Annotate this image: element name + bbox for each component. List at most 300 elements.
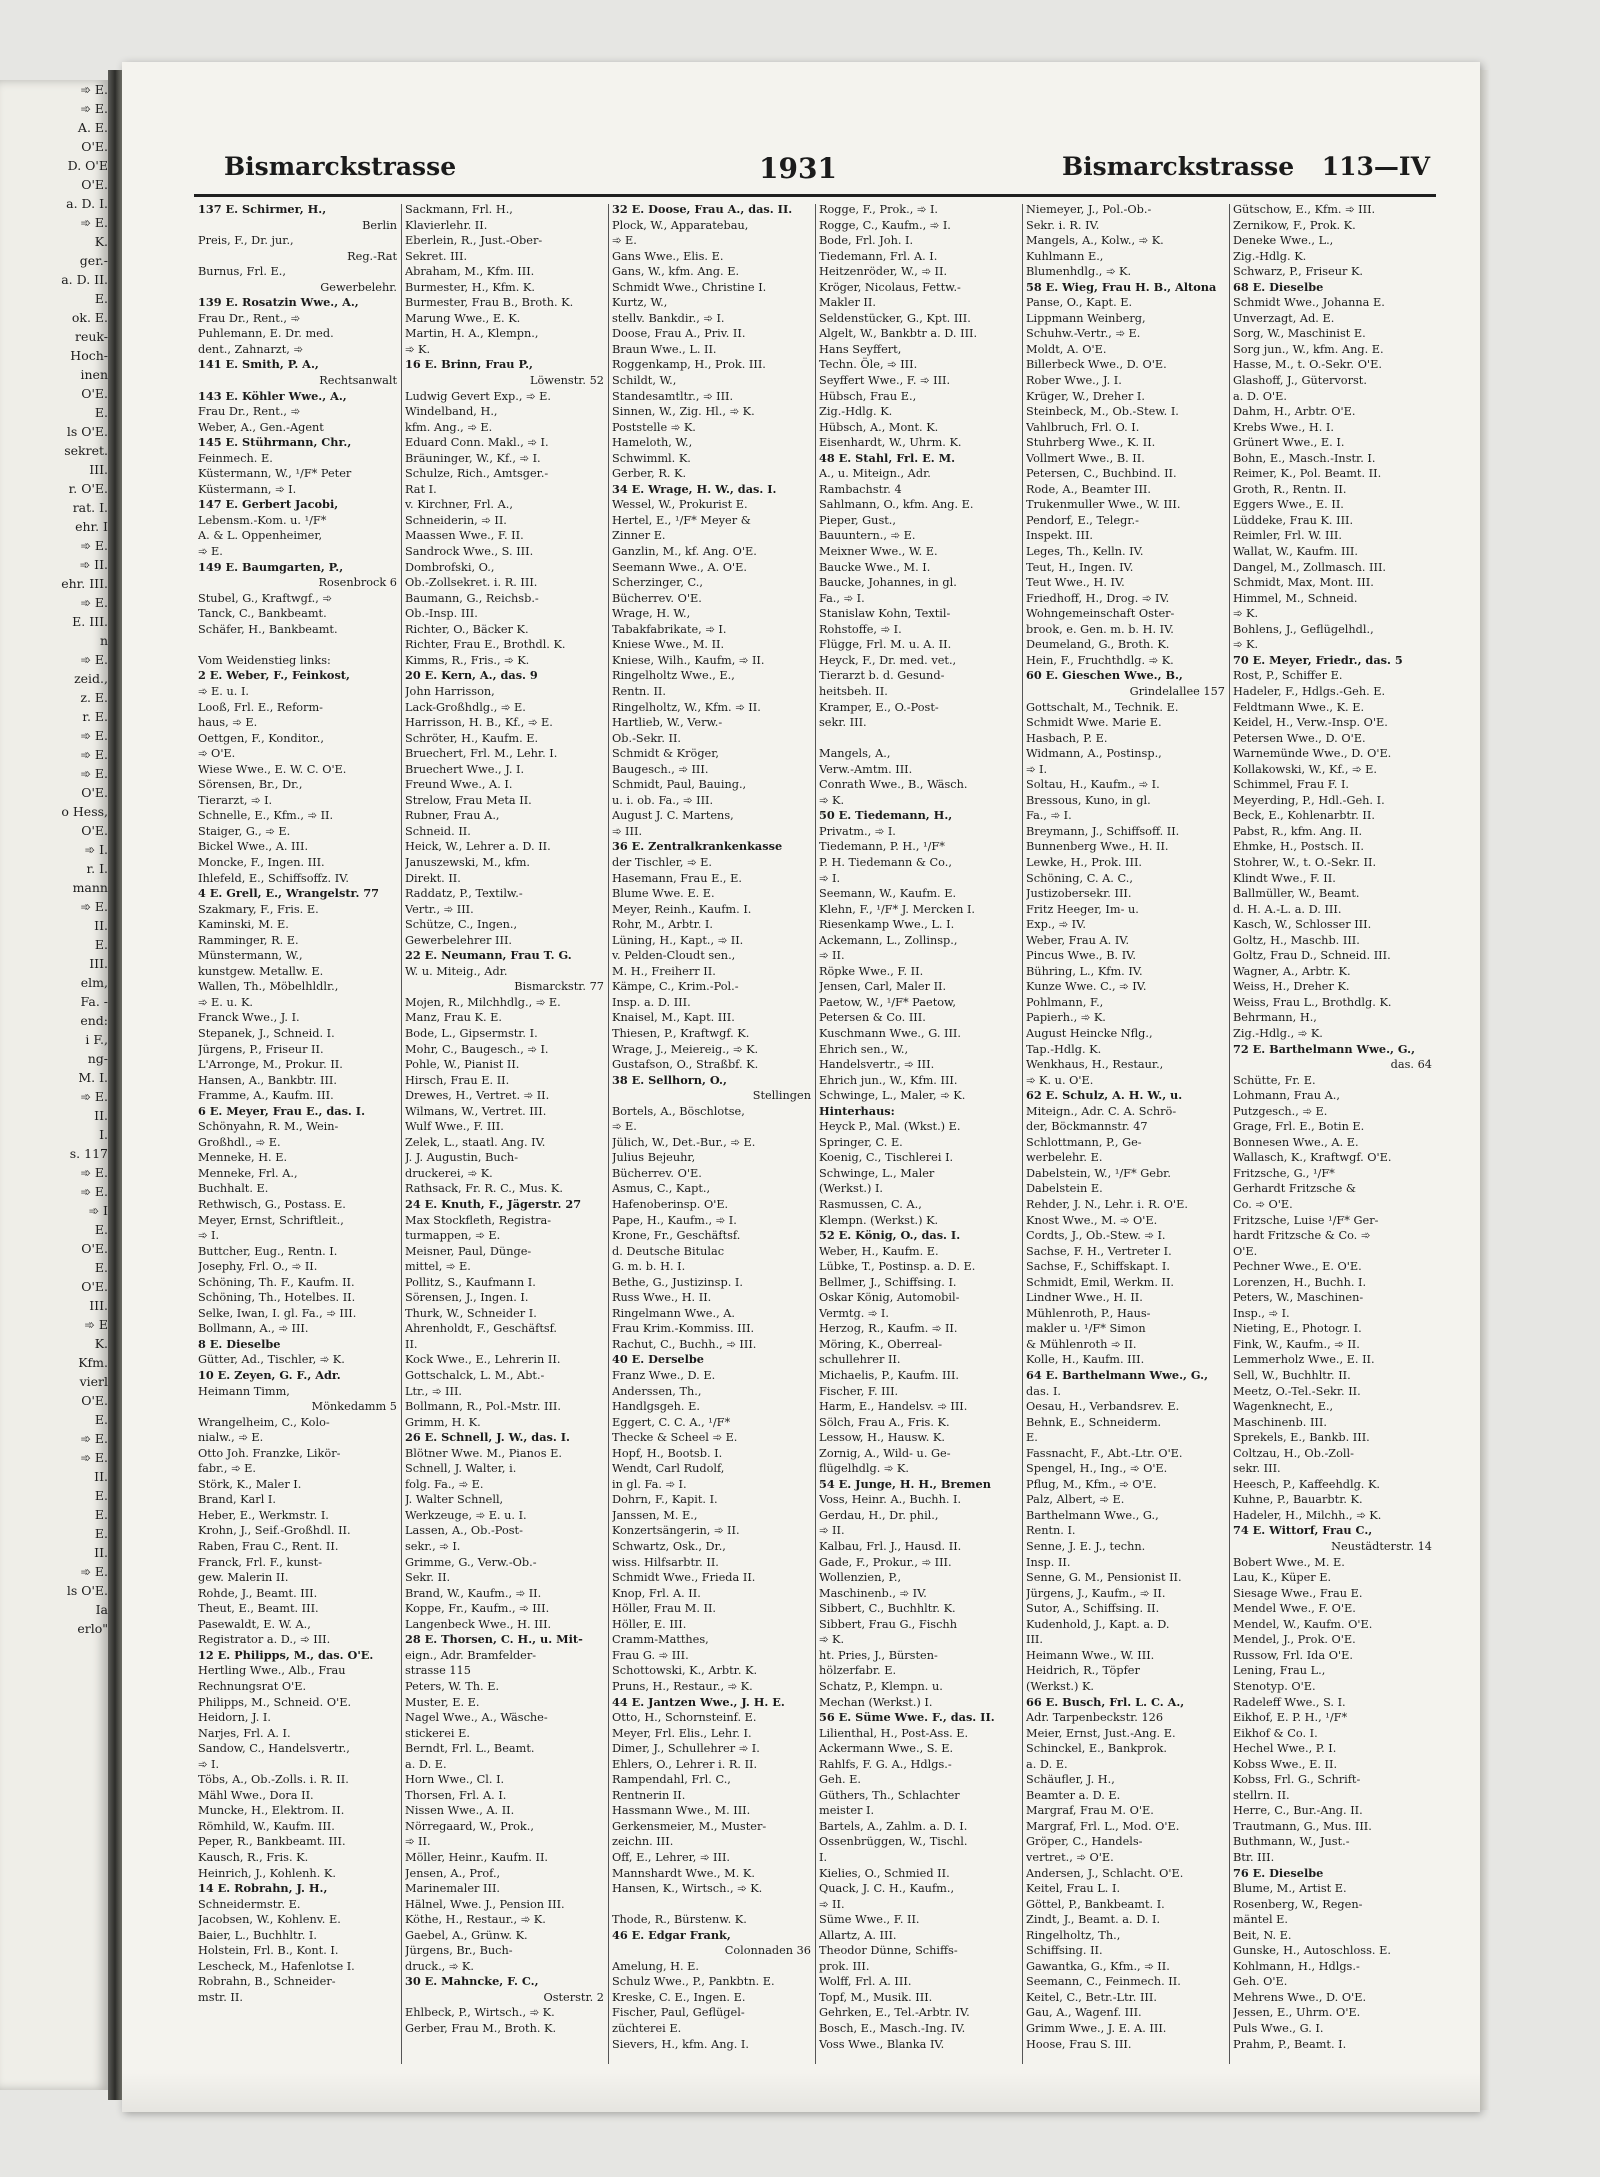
directory-entry-line: Hirsch, Frau E. II. bbox=[405, 1073, 510, 1087]
prev-page-fragment: ➾ E. bbox=[80, 747, 108, 762]
directory-entry-line: Sorg, W., Maschinist E. bbox=[1233, 327, 1366, 341]
directory-entry-line: Schwinge, L., Maler bbox=[819, 1166, 935, 1180]
directory-entry-line: Knost Wwe., M. ➾ O'E. bbox=[1026, 1213, 1158, 1227]
directory-entry-line: Süme Wwe., F. II. bbox=[819, 1913, 920, 1927]
directory-entry-line: Pasewaldt, E. W. A., bbox=[198, 1617, 311, 1631]
directory-entry-line: Manz, Frau K. E. bbox=[405, 1011, 503, 1025]
directory-entry-line: Bonnesen Wwe., A. E. bbox=[1233, 1135, 1359, 1149]
directory-entry-line: Jürgens, J., Kaufm., ➾ II. bbox=[1026, 1586, 1166, 1600]
directory-entry-line: I. bbox=[819, 1850, 828, 1864]
directory-entry-line: Langenbeck Wwe., H. III. bbox=[405, 1617, 552, 1631]
directory-entry-line: Spengel, H., Ing., ➾ O'E. bbox=[1026, 1462, 1168, 1476]
directory-entry-line: Wrage, H. W., bbox=[612, 607, 691, 621]
directory-entry-line: Hameloth, W., bbox=[612, 436, 693, 450]
directory-entry-line: Dahm, H., Arbtr. O'E. bbox=[1233, 405, 1356, 419]
directory-entry-line: Blumenhdlg., ➾ K. bbox=[1026, 265, 1132, 279]
directory-entry-line: Poststelle ➾ K. bbox=[612, 420, 696, 434]
prev-page-fragment: E. bbox=[94, 1488, 108, 1503]
prev-page-fragment: n bbox=[99, 633, 108, 648]
directory-entry-line: Lemmerholz Wwe., E. II. bbox=[1233, 1353, 1375, 1367]
directory-page bbox=[122, 62, 1480, 2112]
directory-entry-line: Direkt. II. bbox=[405, 871, 461, 885]
directory-column bbox=[405, 202, 604, 2062]
prev-page-fragment: ➾ E. bbox=[80, 1089, 108, 1104]
directory-entry-line: druck., ➾ K. bbox=[405, 1959, 474, 1973]
prev-page-fragment: ➾ E. bbox=[80, 1184, 108, 1199]
directory-entry-line: Vertr., ➾ III. bbox=[405, 902, 474, 916]
directory-entry-line: Ballmüller, W., Beamt. bbox=[1233, 887, 1360, 901]
directory-entry-line: Lindner Wwe., H. II. bbox=[1026, 1291, 1143, 1305]
directory-entry-line: Hechel Wwe., P. I. bbox=[1233, 1742, 1337, 1756]
directory-entry-line: Zig.-Hdlg. K. bbox=[1233, 249, 1307, 263]
directory-entry-line: nialw., ➾ E. bbox=[198, 1431, 264, 1445]
directory-entry-line: Grimm Wwe., J. E. A. III. bbox=[1026, 2021, 1167, 2035]
directory-entry-line: 60 E. Gieschen Wwe., B., bbox=[1026, 668, 1183, 683]
directory-entry-line: Mojen, R., Milchhdlg., ➾ E. bbox=[405, 995, 561, 1009]
directory-entry-line: Eberlein, R., Just.-Ober- bbox=[405, 234, 543, 248]
directory-entry-line: v. Pelden-Cloudt sen., bbox=[612, 949, 736, 963]
directory-entry-line: ➾ K. bbox=[819, 1633, 845, 1647]
directory-entry-line: kunstgew. Metallw. E. bbox=[198, 964, 324, 978]
directory-entry-line: Knop, Frl. A. II. bbox=[612, 1586, 701, 1600]
directory-entry-line: Justizobersekr. III. bbox=[1026, 887, 1132, 901]
prev-page-fragment: ng- bbox=[87, 1051, 108, 1066]
directory-entry-line: Thecke & Scheel ➾ E. bbox=[612, 1431, 738, 1445]
directory-entry-line: Schneiderin, ➾ II. bbox=[405, 513, 507, 527]
directory-entry-line: Gottschalt, M., Technik. E. bbox=[1026, 700, 1179, 714]
directory-entry-line: Zernikow, F., Prok. K. bbox=[1233, 218, 1356, 232]
directory-entry-line: Höller, E. III. bbox=[612, 1617, 687, 1631]
directory-entry-line: stickerei E. bbox=[405, 1726, 470, 1740]
directory-entry-line: Meyer, Reinh., Kaufm. I. bbox=[612, 902, 752, 916]
directory-entry-line: Meyer, Frl. Elis., Lehr. I. bbox=[612, 1726, 752, 1740]
directory-entry-line: Schwartz, Osk., Dr., bbox=[612, 1540, 726, 1554]
directory-entry-line: J. Walter Schnell, bbox=[405, 1493, 504, 1507]
directory-entry-line: makler u. ¹/F* Simon bbox=[1026, 1322, 1146, 1336]
directory-entry-line: Eduard Conn. Makl., ➾ I. bbox=[405, 436, 549, 450]
prev-page-fragment: reuk- bbox=[74, 329, 108, 344]
directory-entry-line: 28 E. Thorsen, C. H., u. Mit- bbox=[405, 1632, 583, 1647]
directory-entry-line: Stellingen bbox=[752, 1089, 811, 1103]
directory-entry-line: Wendt, Carl Rudolf, bbox=[612, 1462, 725, 1476]
directory-entry-line: Theodor Dünne, Schiffs- bbox=[819, 1944, 958, 1958]
prev-page-fragment: M. I. bbox=[78, 1070, 108, 1085]
directory-entry-line: John Harrisson, bbox=[405, 684, 495, 698]
directory-entry-line: Richter, Frau E., Brothdl. K. bbox=[405, 638, 566, 652]
directory-entry-line: Miteign., Adr. C. A. Schrö- bbox=[1026, 1104, 1177, 1118]
directory-entry-line: Rentn. II. bbox=[612, 684, 666, 698]
prev-page-fragment: ➾ E. bbox=[80, 82, 108, 97]
directory-entry-line: Wallasch, K., Kraftwgf. O'E. bbox=[1233, 1151, 1392, 1165]
directory-entry-line: Göttel, P., Bankbeamt. I. bbox=[1026, 1897, 1165, 1911]
directory-entry-line: Springer, C. E. bbox=[819, 1135, 903, 1149]
directory-entry-line: Ltr., ➾ III. bbox=[405, 1384, 463, 1398]
directory-entry-line: August J. C. Martens, bbox=[612, 809, 734, 823]
directory-entry-line: Dohrn, F., Kapit. I. bbox=[612, 1493, 718, 1507]
directory-entry-line: 10 E. Zeyen, G. F., Adr. bbox=[198, 1368, 341, 1383]
directory-entry-line: Mendel, J., Prok. O'E. bbox=[1233, 1633, 1356, 1647]
directory-entry-line: Dombrofski, O., bbox=[405, 560, 495, 574]
directory-entry-line: Grimm, H. K. bbox=[405, 1415, 481, 1429]
directory-entry-line: Pincus Wwe., B. IV. bbox=[1026, 949, 1136, 963]
directory-entry-line bbox=[612, 1897, 811, 1913]
column-rule bbox=[1229, 204, 1230, 2064]
directory-entry-line: Niemeyer, J., Pol.-Ob.- bbox=[1026, 203, 1152, 216]
directory-entry-line: Weber, A., Gen.-Agent bbox=[198, 420, 324, 434]
prev-page-fragment: O'E. bbox=[81, 1393, 108, 1408]
directory-entry-line: Unverzagt, Ad. E. bbox=[1233, 311, 1335, 325]
directory-entry-line: sekr. III. bbox=[819, 716, 867, 730]
directory-entry-line: Mönkedamm 5 bbox=[311, 1400, 397, 1414]
directory-entry-line: Tabakfabrikate, ➾ I. bbox=[612, 622, 727, 636]
prev-page-fragment: ger.- bbox=[79, 253, 108, 268]
directory-entry-line: Thurk, W., Schneider I. bbox=[405, 1306, 537, 1320]
directory-entry-line: Seemann, W., Kaufm. E. bbox=[819, 887, 957, 901]
directory-entry-line: Ossenbrüggen, W., Tischl. bbox=[819, 1835, 968, 1849]
directory-entry-line: Meetz, O.-Tel.-Sekr. II. bbox=[1233, 1384, 1361, 1398]
prev-page-fragment: E. III. bbox=[72, 614, 108, 629]
directory-entry-line: Friedhoff, H., Drog. ➾ IV. bbox=[1026, 591, 1170, 605]
directory-entry-line: Maschinenb. III. bbox=[1233, 1415, 1327, 1429]
directory-entry-line: Kobss Wwe., E. II. bbox=[1233, 1757, 1338, 1771]
directory-entry-line: 147 E. Gerbert Jacobi, bbox=[198, 497, 339, 512]
directory-entry-line: Schmidt, Max, Mont. III. bbox=[1233, 576, 1374, 590]
directory-entry-line: Mechan (Werkst.) I. bbox=[819, 1695, 933, 1709]
directory-entry-line: Staiger, G., ➾ E. bbox=[198, 824, 291, 838]
directory-entry-line: ➾ II. bbox=[405, 1835, 431, 1849]
directory-entry-line: Goltz, H., Maschb. III. bbox=[1233, 933, 1360, 947]
prev-page-fragment: E. bbox=[94, 291, 108, 306]
directory-entry-line: Bruechert, Frl. M., Lehr. I. bbox=[405, 747, 558, 761]
directory-entry-line: Bode, Frl. Joh. I. bbox=[819, 234, 914, 248]
directory-entry-line: vertret., ➾ O'E. bbox=[1026, 1850, 1114, 1864]
directory-entry-line: Amelung, H. E. bbox=[612, 1959, 700, 1973]
directory-entry-line: Techn. Öle, ➾ III. bbox=[819, 358, 918, 372]
directory-entry-line: August Heincke Nflg., bbox=[1026, 1026, 1153, 1040]
directory-entry-line: Gade, F., Prokur., ➾ III. bbox=[819, 1555, 952, 1569]
directory-entry-line: & Mühlenroth ➾ II. bbox=[1026, 1337, 1137, 1351]
directory-entry-line: 20 E. Kern, A., das. 9 bbox=[405, 668, 538, 683]
directory-entry-line: Roggenkamp, H., Prok. III. bbox=[612, 358, 766, 372]
directory-entry-line: Sutor, A., Schiffsing. II. bbox=[1026, 1602, 1160, 1616]
prev-page-fragment: rat. I. bbox=[72, 500, 108, 515]
prev-page-fragment: elm, bbox=[80, 975, 108, 990]
directory-entry-line: Eisenhardt, W., Uhrm. K. bbox=[819, 436, 962, 450]
directory-entry-line: Deneke Wwe., L., bbox=[1233, 234, 1334, 248]
directory-entry-line: Wohngemeinschaft Oster- bbox=[1026, 607, 1175, 621]
directory-entry-line: Quack, J. C. H., Kaufm., bbox=[819, 1882, 955, 1896]
directory-entry-line: ➾ E. bbox=[198, 545, 223, 559]
directory-entry-line: Sekr. II. bbox=[405, 1571, 451, 1585]
directory-entry-line: Off, E., Lehrer, ➾ III. bbox=[612, 1850, 731, 1864]
directory-entry-line: Kuhlmann E., bbox=[1026, 249, 1104, 263]
directory-entry-line: Barthelmann Wwe., G., bbox=[1026, 1508, 1159, 1522]
directory-entry-line: Thorsen, Frl. A. I. bbox=[405, 1788, 507, 1802]
directory-entry-line: ht. Pries, J., Bürsten- bbox=[819, 1648, 938, 1662]
directory-entry-line: Schmidt, Emil, Werkm. II. bbox=[1026, 1275, 1175, 1289]
directory-entry-line: Koenig, C., Tischlerei I. bbox=[819, 1151, 954, 1165]
directory-entry-line: Rogge, F., Prok., ➾ I. bbox=[819, 203, 939, 216]
directory-entry-line: Fritzsche, Luise ¹/F* Ger- bbox=[1233, 1213, 1379, 1227]
directory-entry-line: 12 E. Philipps, M., das. O'E. bbox=[198, 1647, 374, 1662]
prev-page-fragment: II. bbox=[94, 1545, 108, 1560]
directory-entry-line: Heitzenröder, W., ➾ II. bbox=[819, 265, 948, 279]
directory-entry-line: 141 E. Smith, P. A., bbox=[198, 357, 319, 372]
directory-entry-line: Stanislaw Kohn, Textil- bbox=[819, 607, 951, 621]
directory-entry-line: Behnk, E., Schneiderm. bbox=[1026, 1415, 1162, 1429]
directory-entry-line: Kolle, H., Kaufm. III. bbox=[1026, 1353, 1145, 1367]
previous-page-edge bbox=[0, 80, 108, 2090]
directory-entry-line: 139 E. Rosatzin Wwe., A., bbox=[198, 295, 359, 310]
directory-entry-line: Breymann, J., Schiffsoff. II. bbox=[1026, 824, 1180, 838]
directory-entry-line: Schöning, C. A. C., bbox=[1026, 871, 1133, 885]
directory-entry-line: Kuschmann Wwe., G. III. bbox=[819, 1026, 961, 1040]
prev-page-fragment: O'E. bbox=[81, 823, 108, 838]
directory-entry-line: Weiss, H., Dreher K. bbox=[1233, 980, 1350, 994]
directory-entry-line: stellrn. II. bbox=[1233, 1788, 1290, 1802]
directory-entry-line: Widmann, A., Postinsp., bbox=[1026, 747, 1162, 761]
directory-entry-line: L'Arronge, M., Prokur. II. bbox=[198, 1058, 343, 1072]
directory-entry-line: Keidel, H., Verw.-Insp. O'E. bbox=[1233, 716, 1388, 730]
directory-entry-line: Oskar König, Automobil- bbox=[819, 1291, 960, 1305]
directory-entry-line: Kniese, Wilh., Kaufm, ➾ II. bbox=[612, 653, 765, 667]
directory-entry-line: Wrangelheim, C., Kolo- bbox=[198, 1415, 330, 1429]
prev-page-fragment: Kfm. bbox=[78, 1355, 108, 1370]
directory-entry-line: Maassen Wwe., F. II. bbox=[405, 529, 524, 543]
directory-entry-line: Lessow, H., Hausw. K. bbox=[819, 1431, 945, 1445]
directory-entry-line: gew. Malerin II. bbox=[198, 1571, 289, 1585]
directory-entry-line: Schwimml. K. bbox=[612, 451, 691, 465]
directory-entry-line: Privatm., ➾ I. bbox=[819, 824, 896, 838]
directory-entry-line: Wrage, J., Meiereig., ➾ K. bbox=[612, 1042, 759, 1056]
directory-entry-line: Blume, M., Artist E. bbox=[1233, 1882, 1347, 1896]
directory-entry-line: sekr., ➾ I. bbox=[405, 1540, 461, 1554]
directory-entry-line: Puls Wwe., G. I. bbox=[1233, 2021, 1324, 2035]
page-right-edge bbox=[1480, 70, 1490, 2110]
directory-entry-line: 68 E. Dieselbe bbox=[1233, 279, 1324, 294]
directory-entry-line: heitsbeh. II. bbox=[819, 684, 888, 698]
prev-page-fragment: i F., bbox=[85, 1032, 108, 1047]
directory-entry-line: Russ Wwe., H. II. bbox=[612, 1291, 712, 1305]
directory-entry-line: Colonnaden 36 bbox=[724, 1944, 811, 1958]
directory-entry-line: Rethwisch, G., Postass. E. bbox=[198, 1198, 346, 1211]
directory-entry-line: Schneid. II. bbox=[405, 824, 471, 838]
directory-column bbox=[198, 202, 397, 2062]
directory-entry-line: Dangel, M., Zollmasch. III. bbox=[1233, 560, 1387, 574]
directory-entry-line: Kudenhold, J., Kapt. a. D. bbox=[1026, 1617, 1170, 1631]
directory-entry-line: Kausch, R., Fris. K. bbox=[198, 1850, 309, 1864]
directory-entry-line: Störk, K., Maler I. bbox=[198, 1477, 302, 1491]
directory-entry-line: Cordts, J., Ob.-Stew. ➾ I. bbox=[1026, 1229, 1166, 1243]
directory-entry-line: Frau Dr., Rent., ➾ bbox=[198, 311, 301, 325]
directory-entry-line: Marinemaler III. bbox=[405, 1882, 500, 1896]
prev-page-fragment: a. D. II. bbox=[61, 272, 108, 287]
directory-entry-line: O'E. bbox=[1233, 1244, 1258, 1258]
directory-entry-line: Oettgen, F., Konditor., bbox=[198, 731, 324, 745]
directory-entry-line: Jülich, W., Det.-Bur., ➾ E. bbox=[612, 1135, 756, 1149]
directory-entry-line: Großhdl., ➾ E. bbox=[198, 1135, 281, 1149]
directory-entry-line: Goltz, Frau D., Schneid. III. bbox=[1233, 949, 1391, 963]
directory-entry-line: Buttcher, Eug., Rentn. I. bbox=[198, 1244, 338, 1258]
directory-entry-line: der, Böckmannstr. 47 bbox=[1026, 1120, 1148, 1134]
directory-entry-line: Lening, Frau L., bbox=[1233, 1664, 1326, 1678]
directory-entry-line: Schlottmann, P., Ge- bbox=[1026, 1135, 1142, 1149]
directory-entry-line: 58 E. Wieg, Frau H. B., Altona bbox=[1026, 279, 1217, 294]
directory-entry-line: Hertel, E., ¹/F* Meyer & bbox=[612, 513, 751, 527]
directory-entry-line: Mendel, W., Kaufm. O'E. bbox=[1233, 1617, 1373, 1631]
directory-entry-line: Gunske, H., Autoschloss. E. bbox=[1233, 1944, 1391, 1958]
directory-entry-line: Rohstoffe, ➾ I. bbox=[819, 622, 902, 636]
directory-entry-line: das. I. bbox=[1026, 1384, 1061, 1398]
directory-entry-line: Ehlbeck, P., Wirtsch., ➾ K. bbox=[405, 2006, 555, 2020]
directory-entry-line: Warnemünde Wwe., D. O'E. bbox=[1233, 747, 1392, 761]
directory-entry-line: Fa., ➾ I. bbox=[819, 591, 865, 605]
directory-entry-line: Thode, R., Bürstenw. K. bbox=[612, 1913, 747, 1927]
directory-entry-line: Sell, W., Buchhltr. II. bbox=[1233, 1369, 1351, 1383]
directory-entry-line: Neustädterstr. 14 bbox=[1331, 1540, 1432, 1554]
directory-column bbox=[819, 202, 1018, 2062]
directory-entry-line: Reimler, Frl. W. III. bbox=[1233, 529, 1342, 543]
directory-entry-line: Tiedemann, P. H., ¹/F* bbox=[819, 840, 945, 854]
directory-entry-line: Grage, Frl. E., Botin E. bbox=[1233, 1120, 1365, 1134]
directory-entry-line: Fassnacht, F., Abt.-Ltr. O'E. bbox=[1026, 1446, 1183, 1460]
directory-entry-line: mstr. II. bbox=[198, 1990, 243, 2004]
directory-entry-line: Julius Bejeuhr, bbox=[612, 1151, 696, 1165]
directory-entry-line: Brand, Karl I. bbox=[198, 1493, 276, 1507]
prev-page-fragment: O'E. bbox=[81, 386, 108, 401]
directory-entry-line: brook, e. Gen. m. b. H. IV. bbox=[1026, 622, 1174, 636]
directory-entry-line: Sandow, C., Handelsvertr., bbox=[198, 1742, 350, 1756]
directory-entry-line: Hinterhaus: bbox=[819, 1103, 895, 1118]
directory-entry-line: Algelt, W., Bankbtr a. D. III. bbox=[819, 327, 978, 341]
directory-entry-line: Mangels, A., bbox=[819, 747, 891, 761]
directory-entry-line: Rentn. I. bbox=[1026, 1524, 1076, 1538]
directory-entry-line: Ackermann Wwe., S. E. bbox=[819, 1742, 954, 1756]
directory-entry-line: Paetow, W., ¹/F* Paetow, bbox=[819, 995, 956, 1009]
directory-entry-line: Schöning, Th., Hotelbes. II. bbox=[198, 1291, 356, 1305]
directory-entry-line: Exp., ➾ IV. bbox=[1026, 918, 1086, 932]
directory-entry-line: ➾ II. bbox=[819, 1524, 845, 1538]
directory-entry-line: Raben, Frau C., Rent. II. bbox=[198, 1540, 339, 1554]
prev-page-fragment: r. E. bbox=[82, 709, 108, 724]
directory-entry-line: Verw.-Amtm. III. bbox=[819, 762, 913, 776]
directory-entry-line: Januszewski, M., kfm. bbox=[405, 855, 531, 869]
directory-entry-line: Keitel, Frau L. I. bbox=[1026, 1882, 1121, 1896]
prev-page-fragment: s. 117 bbox=[69, 1146, 108, 1161]
header-page-number: 113—IV bbox=[1321, 152, 1430, 181]
directory-entry-line: P. H. Tiedemann & Co., bbox=[819, 855, 952, 869]
directory-entry-line: Jessen, E., Uhrm. O'E. bbox=[1233, 2006, 1361, 2020]
column-rule bbox=[815, 204, 816, 2064]
directory-entry-line: 64 E. Barthelmann Wwe., G., bbox=[1026, 1368, 1209, 1383]
directory-entry-line: Gerhardt Fritzsche & bbox=[1233, 1182, 1356, 1196]
directory-entry-line: turmappen, ➾ E. bbox=[405, 1229, 501, 1243]
directory-column bbox=[1026, 202, 1225, 2062]
directory-entry-line: ➾ III. bbox=[612, 824, 643, 838]
directory-entry-line: Bickel Wwe., A. III. bbox=[198, 840, 309, 854]
directory-entry-line: Schulze, Rich., Amtsger.- bbox=[405, 467, 549, 481]
directory-entry-line: ➾ K. u. O'E. bbox=[1026, 1073, 1094, 1087]
directory-entry-line: Ringelholtz Wwe., E., bbox=[612, 669, 735, 683]
directory-entry-line: Schuhw.-Vertr., ➾ E. bbox=[1026, 327, 1141, 341]
directory-entry-line: Sibbert, C., Buchhltr. K. bbox=[819, 1602, 956, 1616]
directory-entry-line: Lack-Großhdlg., ➾ E. bbox=[405, 700, 526, 714]
directory-entry-line: Kalbau, Frl. J., Hausd. II. bbox=[819, 1540, 962, 1554]
directory-entry-line: Adr. Tarpenbeckstr. 126 bbox=[1026, 1711, 1164, 1725]
directory-entry-line: Herzog, R., Kaufm. ➾ II. bbox=[819, 1322, 958, 1336]
directory-entry-line: Rasmussen, C. A., bbox=[819, 1198, 922, 1211]
directory-entry-line: Rachut, C., Buchh., ➾ III. bbox=[612, 1337, 757, 1351]
directory-entry-line: Rohde, J., Beamt. III. bbox=[198, 1586, 318, 1600]
directory-entry-line: Soltau, H., Kaufm., ➾ I. bbox=[1026, 778, 1160, 792]
directory-entry-line: 2 E. Weber, F., Feinkost, bbox=[198, 668, 350, 683]
directory-entry-line: Harm, E., Handelsv. ➾ III. bbox=[819, 1400, 968, 1414]
directory-entry-line: Schildt, W., bbox=[612, 374, 677, 388]
directory-entry-line: Sprekels, E., Bankb. III. bbox=[1233, 1431, 1370, 1445]
directory-entry-line: Teut Wwe., H. IV. bbox=[1026, 576, 1125, 590]
prev-page-fragment: E. bbox=[94, 405, 108, 420]
directory-entry-line: Zindt, J., Beamt. a. D. I. bbox=[1026, 1913, 1161, 1927]
page-header bbox=[194, 152, 1436, 192]
directory-entry-line: Stohrer, W., t. O.-Sekr. II. bbox=[1233, 855, 1377, 869]
directory-entry-line: Wolff, Frl. A. III. bbox=[819, 1975, 912, 1989]
directory-entry-line: Bunnenberg Wwe., H. II. bbox=[1026, 840, 1169, 854]
directory-entry-line: 40 E. Derselbe bbox=[612, 1352, 704, 1367]
directory-entry-line: 149 E. Baumgarten, P., bbox=[198, 559, 344, 574]
prev-page-fragment: ➾ E. bbox=[80, 538, 108, 553]
directory-entry-line: Rathsack, Fr. R. C., Mus. K. bbox=[405, 1182, 563, 1196]
directory-entry-line: Fink, W., Kaufm., ➾ II. bbox=[1233, 1337, 1360, 1351]
directory-entry-line: Rehder, J. N., Lehr. i. R. O'E. bbox=[1026, 1198, 1188, 1211]
directory-entry-line: Zelek, L., staatl. Ang. IV. bbox=[405, 1135, 546, 1149]
directory-entry-line: Meier, Ernst, Just.-Ang. E. bbox=[1026, 1726, 1176, 1740]
directory-entry-line: zeichn. III. bbox=[612, 1835, 674, 1849]
directory-entry-line: Ringelholtz, W., Kfm. ➾ II. bbox=[612, 700, 761, 714]
directory-entry-line: Schmidt Wwe., Frieda II. bbox=[612, 1571, 756, 1585]
directory-entry-line: 48 E. Stahl, Frl. E. M. bbox=[819, 450, 956, 465]
directory-entry-line: Framme, A., Kaufm. III. bbox=[198, 1089, 334, 1103]
directory-entry-line: Rampendahl, Frl. C., bbox=[612, 1773, 731, 1787]
header-year: 1931 bbox=[759, 152, 837, 185]
prev-page-fragment: ➾ E. bbox=[80, 215, 108, 230]
directory-entry-line: Conrath Wwe., B., Wäsch. bbox=[819, 778, 968, 792]
directory-entry-line: Jürgens, Br., Buch- bbox=[405, 1944, 513, 1958]
directory-entry-line: 30 E. Mahncke, F. C., bbox=[405, 1974, 539, 1989]
directory-entry-line: A., u. Miteign., Adr. bbox=[819, 467, 931, 481]
directory-entry-line: Bode, L., Gipsermstr. I. bbox=[405, 1026, 538, 1040]
directory-entry-line: Abraham, M., Kfm. III. bbox=[405, 265, 535, 279]
directory-entry-line: Sörensen, J., Ingen. I. bbox=[405, 1291, 529, 1305]
directory-entry-line: Rogge, C., Kaufm., ➾ I. bbox=[819, 218, 951, 232]
directory-entry-line: 32 E. Doose, Frau A., das. II. bbox=[612, 202, 793, 216]
prev-page-fragment: III. bbox=[89, 956, 108, 971]
directory-entry-line: u. i. ob. Fa., ➾ III. bbox=[612, 793, 714, 807]
directory-entry-line: Krebs Wwe., H. I. bbox=[1233, 420, 1334, 434]
directory-entry-line: a. D. E. bbox=[1026, 1757, 1068, 1771]
directory-entry-line: Papierh., ➾ K. bbox=[1026, 1011, 1106, 1025]
directory-entry-line: Senne, G. M., Pensionist II. bbox=[1026, 1571, 1182, 1585]
directory-entry-line: Otto Joh. Franzke, Likör- bbox=[198, 1446, 341, 1460]
directory-entry-line: Schwarz, P., Friseur K. bbox=[1233, 265, 1363, 279]
prev-page-fragment: ➾ E. bbox=[80, 652, 108, 667]
directory-entry-line: Oesau, H., Verbandsrev. E. bbox=[1026, 1400, 1180, 1414]
directory-entry-line: 44 E. Jantzen Wwe., J. H. E. bbox=[612, 1694, 785, 1709]
directory-entry-line: Tierarzt, ➾ I. bbox=[198, 793, 273, 807]
directory-entry-line: Cramm-Matthes, bbox=[612, 1633, 709, 1647]
directory-entry-line: Brand, W., Kaufm., ➾ II. bbox=[405, 1586, 542, 1600]
directory-entry-line: Holstein, Frl. B., Kont. I. bbox=[198, 1944, 339, 1958]
prev-page-fragment: sekret. bbox=[64, 443, 108, 458]
